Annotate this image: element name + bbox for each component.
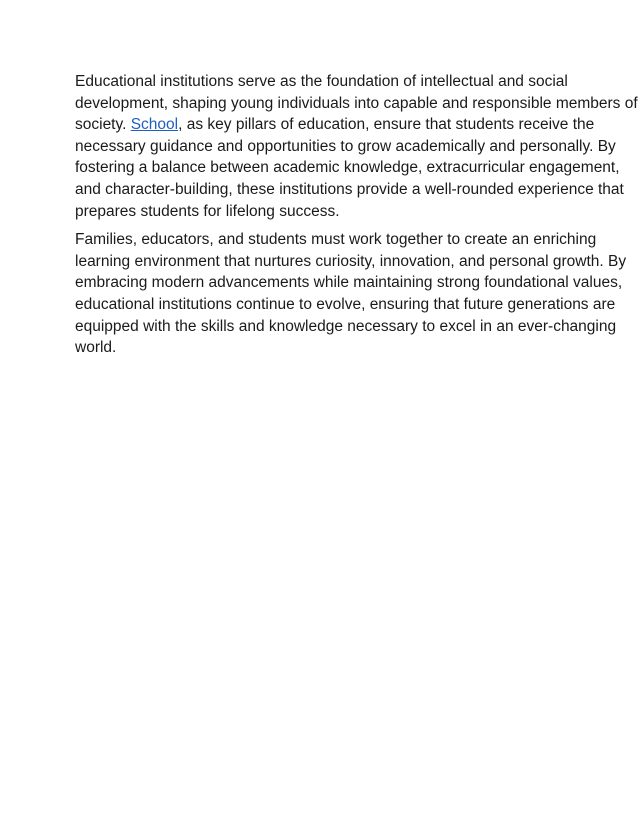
- text-line: Educational institutions serve as the foundation of intellectual and social: [75, 73, 568, 90]
- text-line: equipped with the skills and knowledge necessary to excel in an ever-changing: [75, 317, 617, 335]
- text-line: necessary guidance and opportunities to grow academically and personally. By: [75, 137, 616, 155]
- text-segment: , as key pillars of education, ensure that students receive the: [178, 116, 595, 134]
- paragraph-collaboration: [75, 229, 627, 359]
- text-line: world.: [75, 339, 117, 357]
- school-link[interactable]: School: [130, 116, 179, 134]
- text-line: learning environment that nurtures curiosity, innovation, and personal growth. By: [75, 252, 627, 270]
- text-line-with-link: [75, 114, 595, 136]
- text-line: embracing modern advancements while maintaining strong foundational values,: [75, 274, 623, 292]
- document-body: [75, 71, 638, 366]
- text-line: Families, educators, and students must work together to create an enriching: [75, 231, 597, 249]
- text-line: fostering a balance between academic knowledge, extracurricular engagement,: [75, 159, 620, 177]
- text-line: educational institutions continue to evolve, ensuring that future generations are: [75, 295, 616, 313]
- text-segment: society.: [75, 116, 131, 134]
- paragraph-intro: [75, 71, 638, 222]
- text-line: and character-building, these institutions provide a well-rounded experience that: [75, 180, 624, 198]
- text-line: development, shaping young individuals into capable and responsible members of: [75, 94, 638, 112]
- text-line: prepares students for lifelong success.: [75, 202, 340, 220]
